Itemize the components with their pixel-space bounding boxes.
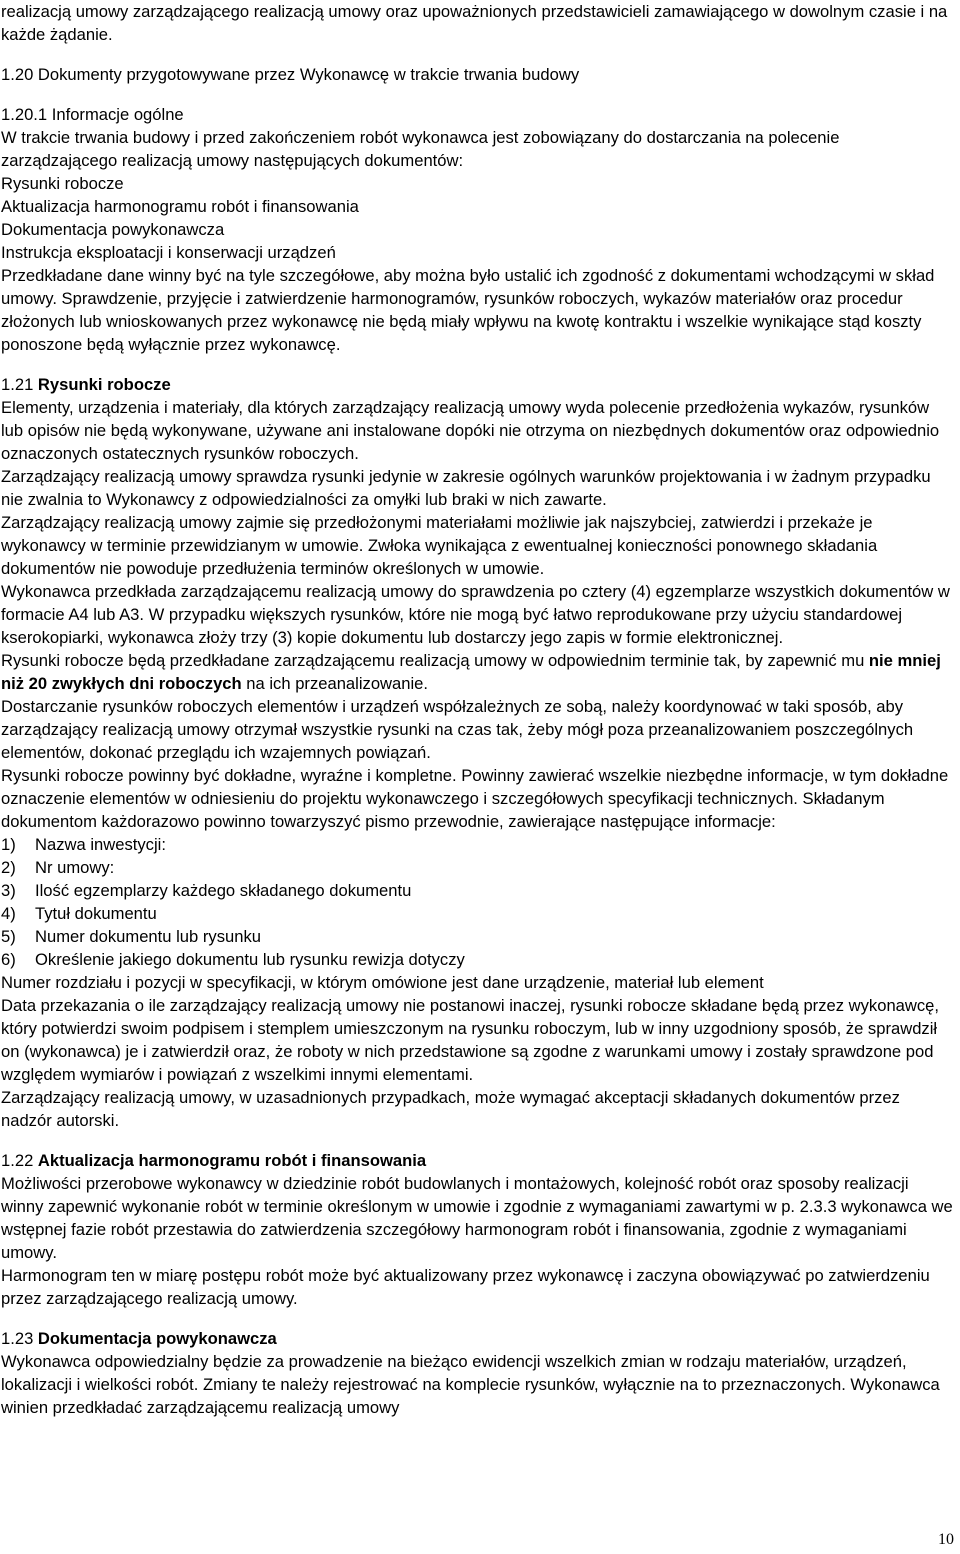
heading-1-23 [1,1327,954,1350]
paragraph-1-21-7: Rysunki robocze powinny być dokładne, wyraźne i kompletne. Powinny zawierać wszelkie niezbędne informacje, w tym dokładne oznaczenie elementów w odniesieniu do projektu wykonawczego i szczegółowych specyfikacji technicznych. Składanym dokumentom każdorazowo powinno towarzyszyć pismo przewodnie, zawierające następujące informacje: [1,766,949,831]
list-number: 5) [1,927,16,946]
list-text: Nr umowy: [35,858,115,877]
heading-number: 1.23 [1,1329,38,1348]
paragraph-1-21-6: Dostarczanie rysunków roboczych elementów i urządzeń współzależnych ze sobą, należy koordynować w taki sposób, aby zarządzający realizacją umowy otrzymał wszystkie rysunki na czas tak, żeby mógł poza przeanalizowaniem poszczególnych elementów, dokonać przeglądu ich wzajemnych powiązań. [1,697,914,762]
paragraph-1-21-1: Elementy, urządzenia i materiały, dla których zarządzający realizacją umowy wyda polecenie przedłożenia wykazów, rysunków lub opisów nie będą wykonywane, używane ani instalowane dopóki nie otrzyma on niezbędnych dokumentów oraz odpowiednio oznaczonych ostatecznych rysunków roboczych. [1,398,940,463]
list-item [1,948,954,971]
heading-1-20: 1.20 Dokumenty przygotowywane przez Wykonawcę w trakcie trwania budowy [1,65,580,84]
bold-text: nie mniej niż 20 zwykłych dni roboczych [1,651,941,693]
paragraph-1-20-1-details: Przedkładane dane winny być na tyle szczegółowe, aby można było ustalić ich zgodność z dokumentami wchodzącymi w skład umowy. Sprawdzenie, przyjęcie i zatwierdzenie harmonogramów, rysunków roboczych, wykazów materiałów oraz procedur złożonych lub wnioskowanych przez wykonawcę nie będą miały wpływu na kwotę kontraktu i wszelkie wynikające stąd koszty ponoszone będą wyłącznie przez wykonawcę. [1,266,935,354]
list-number: 2) [1,858,16,877]
list-item [1,879,954,902]
paragraph-1-21-3: Zarządzający realizacją umowy zajmie się przedłożonymi materiałami możliwie jak najszybciej, zatwierdzi i przekaże je wykonawcy w terminie przewidzianym w umowie. Zwłoka wynikająca z ewentualnej konieczności ponownego składania dokumentów nie powoduje przedłużenia terminów określonych w umowie. [1,513,878,578]
heading-number: 1.22 [1,1151,38,1170]
doc-item-manual: Instrukcja eksploatacji i konserwacji urządzeń [1,243,336,262]
paragraph-1-21-2: Zarządzający realizacją umowy sprawdza rysunki jedynie w zakresie ogólnych warunków projektowania i w żadnym przypadku nie zwalnia to Wykonawcy z odpowiedzialności za omyłki lub braki w nich zawarte. [1,467,931,509]
list-text: Tytuł dokumentu [35,904,157,923]
doc-item-as-built: Dokumentacja powykonawcza [1,220,225,239]
paragraph-1-22-1: Możliwości przerobowe wykonawcy w dziedzinie robót budowlanych i montażowych, kolejność robót oraz sposoby realizacji winny zapewnić wykonanie robót w terminie określonym w umowie i zgodnie z wymaganiami zawartymi w p. 2.3.3 wykonawca we wstępnej fazie robót przestawia do zatwierdzenia szczegółowy harmonogram robót i finansowania, zgodnie z wymaganiami umowy. [1,1174,953,1262]
paragraph-1-21-4: Wykonawca przedkłada zarządzającemu realizacją umowy do sprawdzenia po cztery (4) egzemplarze wszystkich dokumentów w formacie A4 lub A3. W przypadku większych rysunków, które nie mogą być łatwo reprodukowane przy użyciu standardowej kserokopiarki, wykonawca złoży trzy (3) kopie dokumentu lub dostarczy jego zapis w formie elektronicznej. [1,582,950,647]
list-item [1,902,954,925]
list-number: 4) [1,904,16,923]
heading-1-22 [1,1149,954,1172]
list-item [1,856,954,879]
paragraph-1-20-1-intro: W trakcie trwania budowy i przed zakończeniem robót wykonawca jest zobowiązany do dostarczania na polecenie zarządzającego realizacją umowy następujących dokumentów: [1,128,840,170]
doc-item-schedule: Aktualizacja harmonogramu robót i finansowania [1,197,359,216]
list-number: 1) [1,835,16,854]
doc-item-drawings: Rysunki robocze [1,174,124,193]
list-text: Numer dokumentu lub rysunku [35,927,261,946]
paragraph-1-21-9: Data przekazania o ile zarządzający realizacją umowy nie postanowi inaczej, rysunki robocze składane będą przez wykonawcę, który potwierdzi swoim podpisem i stemplem umieszczonym na rysunku roboczym, lub w inny uzgodniony sposób, że sprawdził on (wykonawca) je i zatwierdził oraz, że roboty w nich przedstawione są zgodne z warunkami umowy i zostały sprawdzone pod względem wymiarów i powiązań z wszelkimi innymi elementami. [1,996,940,1084]
page-number: 10 [938,1531,954,1548]
paragraph-1-21-8: Numer rozdziału i pozycji w specyfikacji, w którym omówione jest dane urządzenie, materiał lub element [1,973,764,992]
list-text: Ilość egzemplarzy każdego składanego dokumentu [35,881,412,900]
heading-1-21 [1,373,954,396]
list-item [1,833,954,856]
heading-number: 1.21 [1,375,38,394]
paragraph-1-22-2: Harmonogram ten w miarę postępu robót może być aktualizowany przez wykonawcę i zaczyna obowiązywać po zatwierdzeniu przez zarządzającego realizacją umowy. [1,1266,930,1308]
heading-title: Dokumentacja powykonawcza [37,1329,277,1348]
paragraph-1-21-10: Zarządzający realizacją umowy, w uzasadnionych przypadkach, może wymagać akceptacji składanych dokumentów przez nadzór autorski. [1,1088,900,1130]
text-run: Rysunki robocze będą przedkładane zarządzającemu realizacją umowy w odpowiednim terminie tak, by zapewnić mu [1,651,869,670]
list-item [1,925,954,948]
paragraph-1-21-5 [1,649,954,695]
list-text: Nazwa inwestycji: [35,835,166,854]
paragraph-1-23-1: Wykonawca odpowiedzialny będzie za prowadzenie na bieżąco ewidencji wszelkich zmian w rodzaju materiałów, urządzeń, lokalizacji i wielkości robót. Zmiany te należy rejestrować na komplecie rysunków, wyłącznie na to przeznaczonych. Wykonawca winien przedkładać zarządzającemu realizacją umowy [1,1352,940,1417]
intro-paragraph: realizacją umowy zarządzającego realizacją umowy oraz upoważnionych przedstawicieli zamawiającego w dowolnym czasie i na każde żądanie. [1,2,948,44]
heading-1-20-1: 1.20.1 Informacje ogólne [1,105,184,124]
heading-title: Aktualizacja harmonogramu robót i finansowania [37,1151,427,1170]
text-run: na ich przeanalizowanie. [241,674,429,693]
heading-title: Rysunki robocze [37,375,171,394]
list-text: Określenie jakiego dokumentu lub rysunku rewizja dotyczy [35,950,465,969]
list-number: 6) [1,950,16,969]
cover-letter-list [1,833,954,971]
list-number: 3) [1,881,16,900]
